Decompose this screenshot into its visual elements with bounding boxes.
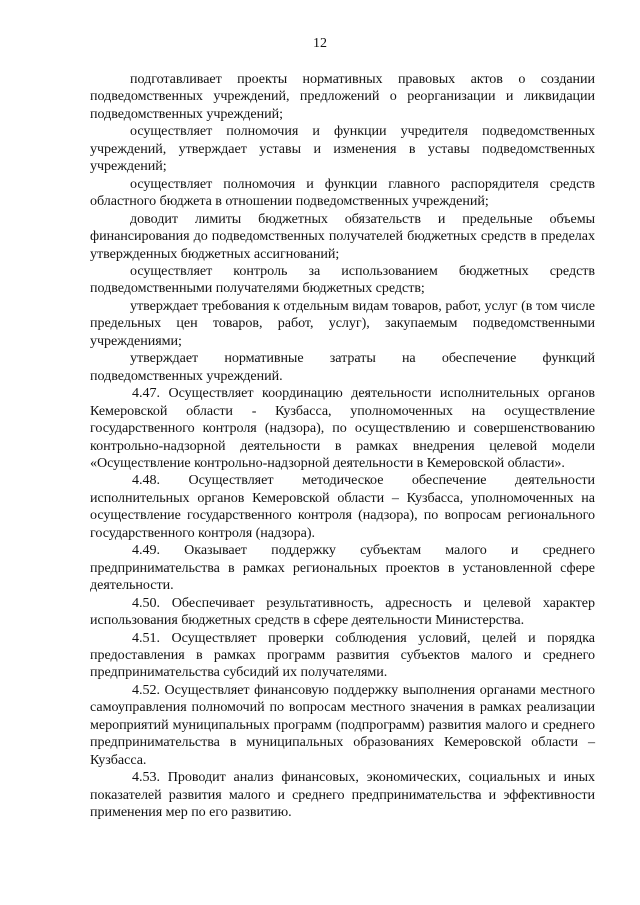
paragraph: утверждает требования к отдельным видам товаров, работ, услуг (в том числе предельных цен товаров, работ, услуг), закупаемым подведомственными учреждениями;: [90, 297, 595, 349]
paragraph-4-48: 4.48. Осуществляет методическое обеспечение деятельности исполнительных органов Кемеровской области – Кузбасса, уполномоченных на осуществление государственного контроля (надзора), по вопросам регионального государственного контроля (надзора).: [90, 472, 595, 541]
page-number: 12: [313, 36, 327, 51]
paragraph: осуществляет контроль за использованием бюджетных средств подведомственными получателями бюджетных средств;: [90, 262, 595, 297]
paragraph: осуществляет полномочия и функции учредителя подведомственных учреждений, утверждает уставы и изменения в уставы подведомственных учреждений;: [90, 123, 595, 175]
paragraph: утверждает нормативные затраты на обеспечение функций подведомственных учреждений.: [90, 350, 595, 384]
paragraph: доводит лимиты бюджетных обязательств и предельные объемы финансирования до подведомственных получателей бюджетных средств в пределах утвержденных бюджетных ассигнований;: [90, 210, 595, 262]
paragraph-4-53: 4.53. Проводит анализ финансовых, экономических, социальных и иных показателей развития малого и среднего предпринимательства и эффективности применения мер по его развитию.: [90, 769, 595, 821]
paragraph: подготавливает проекты нормативных правовых актов о создании подведомственных учреждений, предложений о реорганизации и ликвидации подведомственных учреждений;: [90, 71, 595, 122]
paragraph: осуществляет полномочия и функции главного распорядителя средств областного бюджета в отношении подведомственных учреждений;: [90, 175, 595, 210]
document-body: [90, 71, 595, 821]
paragraph-4-50: 4.50. Обеспечивает результативность, адресность и целевой характер использования бюджетных средств в сфере деятельности Министерства.: [90, 594, 595, 629]
paragraph-4-51: 4.51. Осуществляет проверки соблюдения условий, целей и порядка предоставления в рамках программ развития субъектов малого и среднего предпринимательства субсидий их получателями.: [90, 629, 595, 681]
paragraph-4-47: 4.47. Осуществляет координацию деятельности исполнительных органов Кемеровской области - Кузбасса, уполномоченных на осуществление государственного контроля (надзора), по осуществлению и совершенствованию контрольно-надзорной деятельности в рамках внедрения целевой модели «Осуществление контрольно-надзорной деятельности в Кемеровской области».: [90, 385, 595, 471]
paragraph-4-52: 4.52. Осуществляет финансовую поддержку выполнения органами местного самоуправления полномочий по вопросам местного значения в рамках реализации мероприятий муниципальных программ (подпрограмм) развития малого и среднего предпринимательства в муниципальных образованиях Кемеровской области – Кузбасса.: [90, 681, 595, 768]
paragraph-4-49: 4.49. Оказывает поддержку субъектам малого и среднего предпринимательства в рамках региональных проектов в установленной сфере деятельности.: [90, 542, 595, 594]
